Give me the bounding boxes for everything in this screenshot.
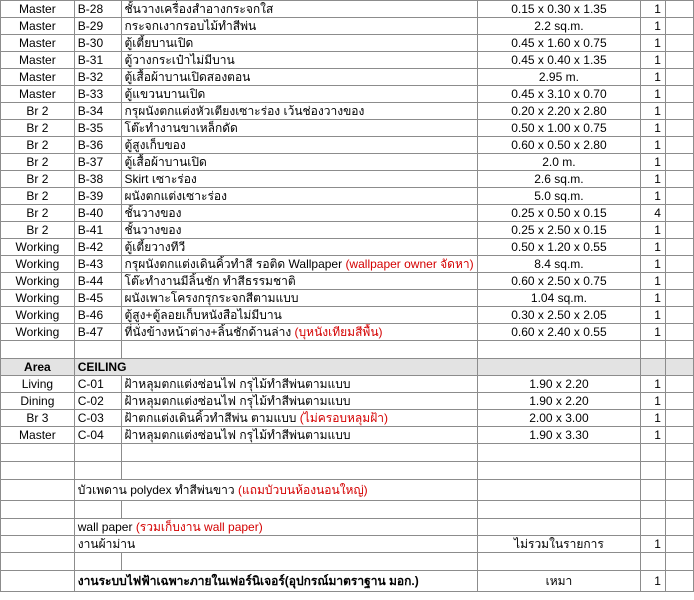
area-cell[interactable]: Working [1,273,75,290]
table-row [1,1,694,18]
area-header[interactable]: Area [1,359,75,376]
table-row [1,239,694,256]
area-cell[interactable]: Br 2 [1,103,75,120]
description-note: (ไม่ครอบหลุมฝ้า) [299,411,388,425]
furniture-section [1,1,694,341]
table-row [1,69,694,86]
description-cell[interactable] [121,137,477,154]
description-text: โต๊ะทำงานขาเหล็กดัด [124,121,238,135]
area-cell[interactable]: Br 2 [1,205,75,222]
wallpaper-note: (รวมเก็บงาน wall paper) [135,520,263,534]
quantity-cell[interactable]: 1 [640,120,665,137]
cell[interactable] [665,341,693,359]
description-text: ตู้แขวนบานเปิด [124,87,206,101]
code-cell[interactable]: C-04 [74,427,121,444]
description-cell[interactable] [121,307,477,324]
cell[interactable] [640,480,665,501]
description-note: (wallpaper owner จัดหา) [345,257,474,271]
blank-row [1,341,694,359]
area-cell[interactable]: Master [1,35,75,52]
empty-cell[interactable] [665,154,693,171]
cell[interactable] [1,341,75,359]
code-cell[interactable]: B-41 [74,222,121,239]
description-text: ผนังเพาะโครงกรุกระจกสีตามแบบ [124,291,299,305]
quantity-cell[interactable]: 1 [640,35,665,52]
wallpaper-description: wall paper [77,520,133,534]
description-text: ตู้เตี้ยวางทีวี [124,240,186,254]
curtain-dimension[interactable]: ไม่รวมในรายการ [477,536,640,553]
quantity-cell[interactable]: 1 [640,86,665,103]
cell[interactable] [477,341,640,359]
quantity-cell[interactable]: 1 [640,307,665,324]
cell[interactable] [74,501,121,519]
cell[interactable] [665,571,693,592]
description-cell[interactable] [121,18,477,35]
quantity-cell[interactable]: 1 [640,410,665,427]
cornice-description: บัวเพดาน polydex ทำสีพ่นขาว [77,483,235,497]
table-row [1,427,694,444]
blank-row [1,444,694,462]
description-cell[interactable] [121,290,477,307]
empty-cell[interactable] [665,120,693,137]
dimension-cell[interactable]: 0.60 x 2.50 x 0.75 [477,273,640,290]
table-row [1,393,694,410]
description-cell[interactable] [121,239,477,256]
description-cell[interactable] [121,324,477,341]
code-cell[interactable]: B-33 [74,86,121,103]
empty-cell[interactable] [665,103,693,120]
description-cell[interactable] [121,410,477,427]
cell[interactable] [1,553,75,571]
description-text: Skirt เซาะร่อง [124,172,197,186]
dimension-cell[interactable]: 2.2 sq.m. [477,18,640,35]
description-text: ชั้นวางของ [124,206,182,220]
quantity-cell[interactable]: 1 [640,1,665,18]
table-row [1,324,694,341]
area-cell[interactable]: Master [1,18,75,35]
area-cell[interactable]: Br 2 [1,222,75,239]
code-cell[interactable]: B-39 [74,188,121,205]
area-cell[interactable]: Dining [1,393,75,410]
area-cell[interactable]: Living [1,376,75,393]
cell[interactable] [640,462,665,480]
cell[interactable] [665,359,693,376]
dimension-cell[interactable]: 0.15 x 0.30 x 1.35 [477,1,640,18]
table-row [1,35,694,52]
empty-cell[interactable] [665,393,693,410]
empty-cell[interactable] [665,35,693,52]
code-cell[interactable]: C-01 [74,376,121,393]
description-cell[interactable] [121,154,477,171]
area-cell[interactable]: Working [1,290,75,307]
curtain-quantity[interactable]: 1 [640,536,665,553]
cornice-note: (แถมบัวบนห้องนอนใหญ่) [238,483,368,497]
empty-cell[interactable] [665,188,693,205]
area-cell[interactable]: Br 2 [1,171,75,188]
code-cell[interactable]: B-35 [74,120,121,137]
description-cell[interactable] [121,376,477,393]
quantity-cell[interactable]: 1 [640,393,665,410]
dimension-cell[interactable]: 0.20 x 2.20 x 2.80 [477,103,640,120]
empty-cell[interactable] [665,222,693,239]
description-cell[interactable] [121,103,477,120]
code-cell[interactable]: B-40 [74,205,121,222]
dimension-cell[interactable]: 0.25 x 0.50 x 0.15 [477,205,640,222]
empty-cell[interactable] [665,239,693,256]
description-cell[interactable] [121,35,477,52]
area-cell[interactable]: Master [1,69,75,86]
description-text: กรุผนังตกแต่งหัวเตียงเซาะร่อง เว้นช่องวางของ [124,104,365,118]
empty-cell[interactable] [665,86,693,103]
table-row [1,410,694,427]
quantity-cell[interactable]: 1 [640,69,665,86]
dimension-cell[interactable]: 5.0 sq.m. [477,188,640,205]
cell[interactable] [121,444,477,462]
cell[interactable] [640,501,665,519]
cell[interactable] [665,444,693,462]
quantity-cell[interactable]: 1 [640,239,665,256]
area-cell[interactable]: Working [1,307,75,324]
table-row [1,273,694,290]
area-cell[interactable]: Master [1,427,75,444]
quantity-cell[interactable]: 1 [640,103,665,120]
cell[interactable] [640,519,665,536]
empty-cell[interactable] [665,171,693,188]
description-cell[interactable] [121,69,477,86]
code-cell[interactable]: B-37 [74,154,121,171]
cell[interactable] [477,519,640,536]
cell[interactable] [665,553,693,571]
area-cell[interactable]: Br 2 [1,137,75,154]
ceiling-title[interactable]: CEILING [74,359,477,376]
description-text: ตู้สูง+ตู้ลอยเก็บหนังสือไม่มีบาน [124,308,282,322]
quantity-cell[interactable]: 1 [640,18,665,35]
description-text: ผนังตกแต่งเซาะร่อง [124,189,227,203]
description-cell[interactable] [121,256,477,273]
electrical-row [1,571,694,592]
cell[interactable] [665,501,693,519]
cell[interactable] [74,341,121,359]
electrical-quantity[interactable]: 1 [640,571,665,592]
cell[interactable] [477,553,640,571]
empty-cell[interactable] [665,290,693,307]
code-cell[interactable]: C-03 [74,410,121,427]
area-cell[interactable]: Br 2 [1,154,75,171]
curtain-row [1,536,694,553]
cell[interactable] [1,480,75,501]
quantity-cell[interactable]: 1 [640,52,665,69]
quantity-cell[interactable]: 1 [640,376,665,393]
description-cell[interactable] [121,393,477,410]
cornice-cell[interactable] [74,480,477,501]
area-cell[interactable]: Br 2 [1,188,75,205]
description-text: ฝ้าตกแต่งเดินคิ้วทำสีพ่น ตามแบบ [124,411,297,425]
table-row [1,52,694,69]
cell[interactable] [477,462,640,480]
dimension-cell[interactable]: 1.90 x 3.30 [477,427,640,444]
code-cell[interactable]: B-30 [74,35,121,52]
cell[interactable] [74,444,121,462]
quantity-cell[interactable]: 1 [640,427,665,444]
wallpaper-row [1,519,694,536]
code-cell[interactable]: C-02 [74,393,121,410]
code-cell[interactable]: B-34 [74,103,121,120]
dimension-cell[interactable]: 0.45 x 1.60 x 0.75 [477,35,640,52]
cell[interactable] [121,553,477,571]
table-row [1,137,694,154]
blank-row [1,501,694,519]
quantity-cell[interactable]: 1 [640,290,665,307]
ceiling-header-row [1,359,694,376]
extras-section [1,444,694,592]
description-cell[interactable] [121,222,477,239]
table-row [1,256,694,273]
area-cell[interactable]: Br 2 [1,120,75,137]
code-cell[interactable]: B-44 [74,273,121,290]
empty-cell[interactable] [665,52,693,69]
dimension-cell[interactable]: 0.60 x 0.50 x 2.80 [477,137,640,154]
description-cell[interactable] [121,1,477,18]
empty-cell[interactable] [665,273,693,290]
blank-row [1,462,694,480]
dimension-cell[interactable]: 1.90 x 2.20 [477,376,640,393]
quantity-cell[interactable]: 1 [640,171,665,188]
code-cell[interactable]: B-42 [74,239,121,256]
dimension-cell[interactable]: 8.4 sq.m. [477,256,640,273]
description-text: ตู้สูงเก็บของ [124,138,186,152]
description-text: ชั้นวางของ [124,223,182,237]
description-cell[interactable] [121,86,477,103]
electrical-description[interactable]: งานระบบไฟฟ้าเฉพาะภายในเฟอร์นิเจอร์(อุปกรณ์มาตราฐาน มอก.) [74,571,477,592]
table-row [1,154,694,171]
description-text: ที่นั่งข้างหน้าต่าง+ลิ้นชักด้านล่าง [124,325,292,339]
area-cell[interactable]: Working [1,239,75,256]
quantity-cell[interactable]: 1 [640,273,665,290]
description-text: ตู้เตี้ยบานเปิด [124,36,194,50]
code-cell[interactable]: B-43 [74,256,121,273]
dimension-cell[interactable]: 2.0 m. [477,154,640,171]
quantity-cell[interactable]: 1 [640,137,665,154]
code-cell[interactable]: B-45 [74,290,121,307]
quantity-cell[interactable]: 1 [640,324,665,341]
empty-cell[interactable] [665,256,693,273]
dimension-cell[interactable]: 2.95 m. [477,69,640,86]
cell[interactable] [665,536,693,553]
cell[interactable] [640,444,665,462]
cell[interactable] [121,462,477,480]
code-cell[interactable]: B-32 [74,69,121,86]
cell[interactable] [121,341,477,359]
dimension-cell[interactable]: 2.6 sq.m. [477,171,640,188]
description-text: ตู้เสื้อผ้าบานเปิด [124,155,207,169]
description-cell[interactable] [121,188,477,205]
cell[interactable] [640,341,665,359]
area-cell[interactable]: Br 3 [1,410,75,427]
area-cell[interactable]: Working [1,324,75,341]
cell[interactable] [477,480,640,501]
description-text: ฝ้าหลุมตกแต่งซ่อนไฟ กรุไม้ทำสีพ่นตามแบบ [124,377,351,391]
cell[interactable] [121,501,477,519]
dimension-cell[interactable]: 0.60 x 2.40 x 0.55 [477,324,640,341]
blank-row [1,553,694,571]
empty-cell[interactable] [665,205,693,222]
code-cell[interactable]: B-38 [74,171,121,188]
empty-cell[interactable] [665,18,693,35]
description-text: ชั้นวางเครื่องสำอางกระจกใส [124,2,274,16]
electrical-dimension[interactable]: เหมา [477,571,640,592]
wallpaper-cell[interactable] [74,519,477,536]
description-text: ฝ้าหลุมตกแต่งซ่อนไฟ กรุไม้ทำสีพ่นตามแบบ [124,428,351,442]
code-cell[interactable]: B-36 [74,137,121,154]
cornice-row [1,480,694,501]
table-row [1,171,694,188]
cell[interactable] [640,553,665,571]
dimension-cell[interactable]: 2.00 x 3.00 [477,410,640,427]
table-row [1,103,694,120]
description-text: ตู้เสื้อผ้าบานเปิดสองตอน [124,70,251,84]
ceiling-section [1,376,694,444]
cell[interactable] [1,519,75,536]
area-cell[interactable]: Master [1,52,75,69]
table-row [1,222,694,239]
quantity-cell[interactable]: 4 [640,205,665,222]
cell[interactable] [1,444,75,462]
cell[interactable] [1,501,75,519]
cell[interactable] [74,462,121,480]
dimension-cell[interactable]: 0.45 x 0.40 x 1.35 [477,52,640,69]
table-row [1,376,694,393]
table-row [1,18,694,35]
table-row [1,86,694,103]
table-row [1,290,694,307]
description-text: ฝ้าหลุมตกแต่งซ่อนไฟ กรุไม้ทำสีพ่นตามแบบ [124,394,351,408]
code-cell[interactable]: B-31 [74,52,121,69]
quantity-cell[interactable]: 1 [640,222,665,239]
code-cell[interactable]: B-46 [74,307,121,324]
code-cell[interactable]: B-47 [74,324,121,341]
description-note: (บุหนังเทียมสีพื้น) [294,325,383,339]
code-cell[interactable]: B-29 [74,18,121,35]
empty-cell[interactable] [665,1,693,18]
cell[interactable] [665,480,693,501]
description-text: กระจกเงากรอบไม้ทำสีพ่น [124,19,257,33]
dimension-cell[interactable]: 0.50 x 1.20 x 0.55 [477,239,640,256]
empty-cell[interactable] [665,137,693,154]
empty-cell[interactable] [665,324,693,341]
description-cell[interactable] [121,427,477,444]
description-text: ตู้วางกระเป๋าไม่มีบาน [124,53,235,67]
dimension-cell[interactable]: 0.50 x 1.00 x 0.75 [477,120,640,137]
code-cell[interactable]: B-28 [74,1,121,18]
cell[interactable] [1,462,75,480]
cell[interactable] [477,359,640,376]
cell[interactable] [665,519,693,536]
area-cell[interactable]: Master [1,1,75,18]
curtain-description[interactable]: งานผ้าม่าน [74,536,477,553]
cell[interactable] [1,536,75,553]
table-row [1,205,694,222]
cell[interactable] [74,553,121,571]
area-cell[interactable]: Master [1,86,75,103]
quantity-cell[interactable]: 1 [640,154,665,171]
description-cell[interactable] [121,205,477,222]
spacer-section [1,341,694,376]
quantity-cell[interactable]: 1 [640,188,665,205]
empty-cell[interactable] [665,427,693,444]
cell[interactable] [1,571,75,592]
empty-cell[interactable] [665,69,693,86]
dimension-cell[interactable]: 1.90 x 2.20 [477,393,640,410]
empty-cell[interactable] [665,410,693,427]
table-row [1,120,694,137]
table-row [1,188,694,205]
cell[interactable] [640,359,665,376]
area-cell[interactable]: Working [1,256,75,273]
description-cell[interactable] [121,171,477,188]
empty-cell[interactable] [665,307,693,324]
quantity-cell[interactable]: 1 [640,256,665,273]
table-row [1,307,694,324]
cell[interactable] [665,462,693,480]
dimension-cell[interactable]: 0.30 x 2.50 x 2.05 [477,307,640,324]
dimension-cell[interactable]: 0.25 x 2.50 x 0.15 [477,222,640,239]
dimension-cell[interactable]: 1.04 sq.m. [477,290,640,307]
cell[interactable] [477,444,640,462]
empty-cell[interactable] [665,376,693,393]
dimension-cell[interactable]: 0.45 x 3.10 x 0.70 [477,86,640,103]
cell[interactable] [477,501,640,519]
description-cell[interactable] [121,52,477,69]
description-cell[interactable] [121,273,477,290]
description-cell[interactable] [121,120,477,137]
description-text: กรุผนังตกแต่งเดินคิ้วทำสี รอติด Wallpaper [124,257,343,271]
description-text: โต๊ะทำงานมีลิ้นชัก ทำสีธรรมชาติ [124,274,296,288]
